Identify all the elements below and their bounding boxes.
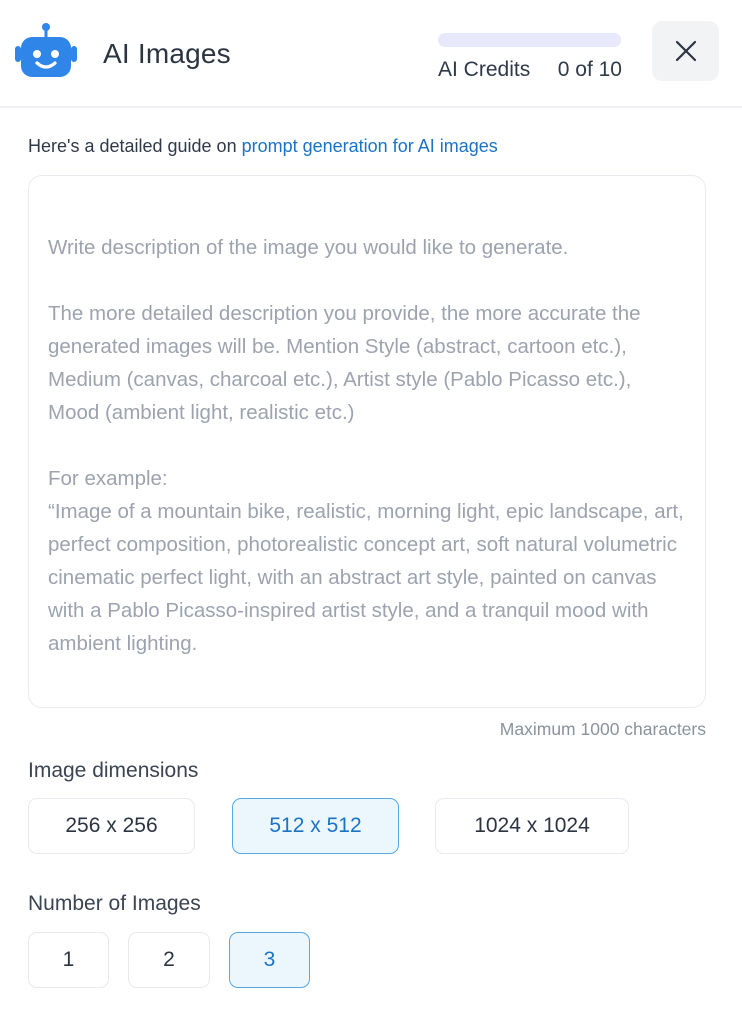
credits-progress-bar (438, 33, 621, 47)
guide-text (28, 136, 498, 157)
robot-icon (14, 22, 78, 80)
dimension-option-512[interactable]: 512 x 512 (232, 798, 399, 854)
prompt-guide-link[interactable]: prompt generation for AI images (241, 136, 498, 156)
image-count-option-3[interactable]: 3 (229, 932, 310, 988)
guide-prefix: Here's a detailed guide on (28, 136, 242, 156)
close-button[interactable] (652, 21, 719, 81)
credits-value: 0 of 10 (557, 58, 622, 81)
dimension-option-1024[interactable]: 1024 x 1024 (435, 798, 629, 854)
credits-readout (438, 58, 622, 82)
prompt-textarea[interactable] (28, 175, 706, 708)
image-count-option-1[interactable]: 1 (28, 932, 109, 988)
header (0, 0, 742, 108)
app-title: AI Images (103, 38, 231, 69)
credits-label: AI Credits (438, 58, 531, 81)
char-limit-text: Maximum 1000 characters (499, 719, 706, 739)
image-count-label: Number of Images (28, 892, 201, 915)
image-count-option-2[interactable]: 2 (128, 932, 210, 988)
dimension-option-256[interactable]: 256 x 256 (28, 798, 195, 854)
dimensions-label: Image dimensions (28, 759, 199, 782)
close-icon (675, 40, 697, 62)
prompt-placeholder: Write description of the image you would like to generate. The more detailed description you provide, the more accurate the generated images will be. Mention Style (abstract, cartoon etc.), Medium (canvas, charcoal etc.), Artist style (Pablo Picasso etc.), Mood (ambient light, realistic etc.) For example: “Image of a mountain bike, realistic, morning light, epic landscape, art, perfect composition, photorealistic concept art, soft natural volumetric cinematic perfect light, with an abstract art style, painted on canvas with a Pablo Picasso-inspired artist style, and a tranquil mood with ambient lighting. (48, 236, 684, 655)
